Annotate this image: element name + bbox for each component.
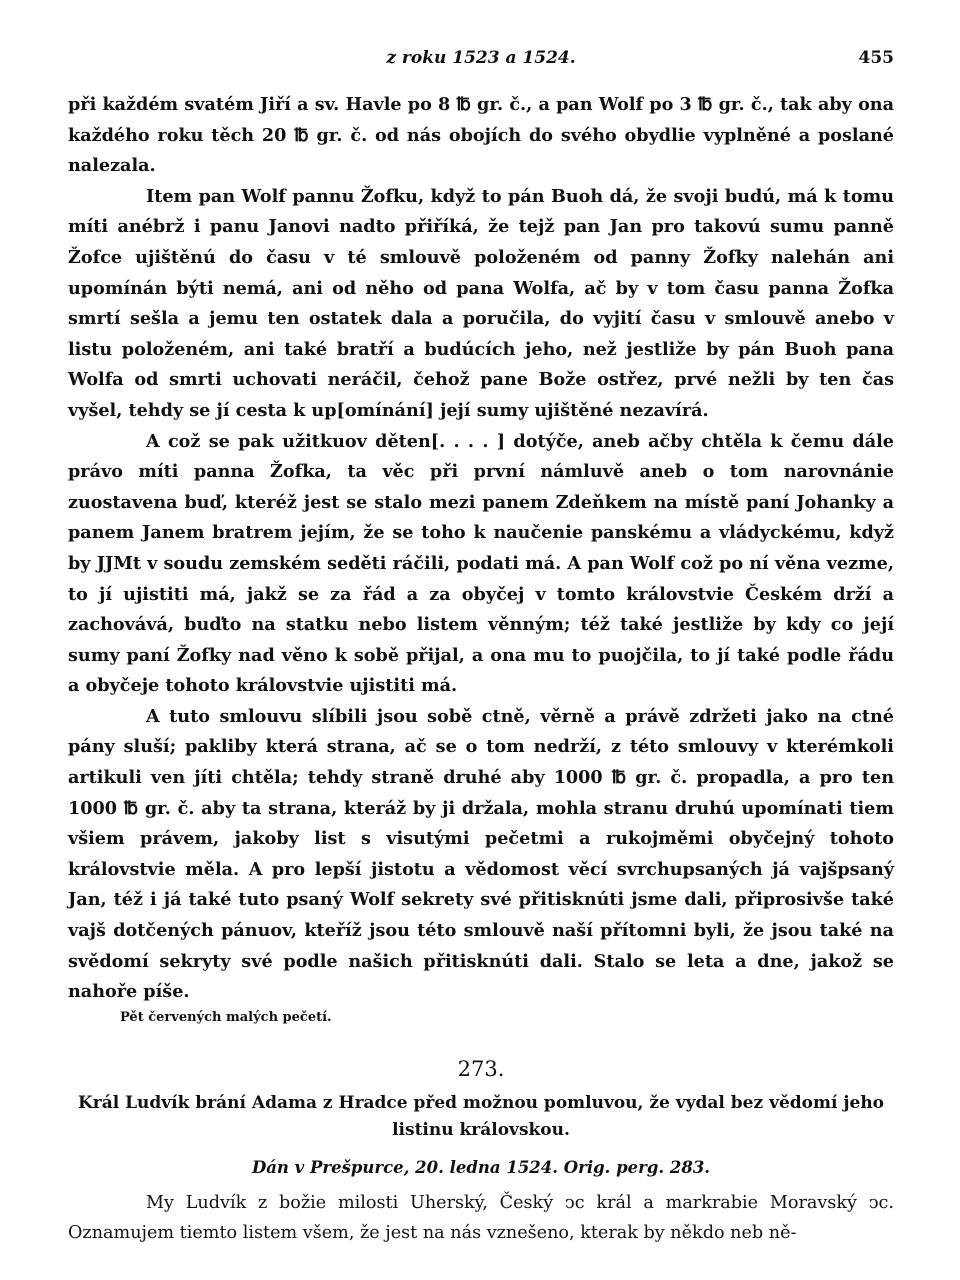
document-dating: Dán v Prešpurce, 20. ledna 1524. Orig. perg. 283. (251, 1157, 711, 1177)
book-page (68, 40, 894, 1260)
paragraph-smlouva: A tuto smlouvu slíbili jsou sobě ctně, věrně a právě zdržeti jako na ctné pány sluší; pakliby která strana, ač se o tom nedrží, z této smlouvy v kterémkoli artikuli ven jíti chtěla; tehdy straně druhé aby 1000 ℔ gr. č. propadla, a pro ten 1000 ℔ gr. č. aby ta strana, kteráž by ji držala, mohla stranu druhú upomínati tiem všiem právem, jakoby list s visutými pečetmi a rukojměmi obyčejný tohoto královstvie měla. A pro lepší jistotu a vědomost věcí svrchupsaných já vajšpsaný Jan, též i já také tuto psaný Wolf sekrety své přitisknúti jsme dali, připrosivše také vajš dotčených pánuov, kteříž jsou této smlouvě naší přítomni byli, že jsou také na svědomí sekryty své podle našich přitisknúti dali. Stalo se leta a dne, jakož se nahoře píše. (68, 705, 894, 1003)
document-regest: Král Ludvík brání Adama z Hradce před možnou pomluvou, že vydal bez vědomí jeho listinu královskou. (77, 1092, 885, 1140)
running-head (68, 40, 894, 76)
seal-note: Pět červených malých pečetí. (120, 1009, 332, 1025)
paragraph-uzitkuov: A což se pak užitkuov děten[. . . . ] dotýče, aneb ačby chtěla k čemu dále právo míti panna Žofka, ta věc při první námluvě aneb o tom narovnánie zuostavena buď, kteréž jest se stalo mezi panem Zdeňkem na místě paní Johanky a panem Janem bratrem jejím, že se toho k naučenie panskému a vládyckému, když by JJMt v soudu zemském seděti ráčili, podati má. A pan Wolf což po ní věna vezme, to jí ujistiti má, jakž se za řád a za obyčej v tomto královstvie Českém drží a zachovává, buďto na statku nebo listem věnným; též také jestliže by kdy co její sumy paní Žofky nad věno k sobě přijal, a ona mu to puojčila, to jí také podle řádu a obyčeje tohoto královstvie ujistiti má. (68, 430, 894, 697)
page-number: 455 (858, 48, 894, 68)
paragraph-opening: My Ludvík z božie milosti Uherský, Český ↄc král a markrabie Moravský ↄc. Oznamujem tiemto listem všem, že jest na nás vznešeno, kterak by někdo neb ně- (68, 1192, 894, 1243)
running-title: z roku 1523 a 1524. (386, 48, 576, 68)
paragraph-item-wolf: Item pan Wolf pannu Žofku, když to pán Buoh dá, že svoji budú, má k tomu míti anébrž i panu Janovi nadto přiříká, že tejž pan Jan pro takovú sumu panně Žofce ujištěnú do času v té smlouvě položeném od panny Žofky nalehán ani upomínán býti nemá, ani od něho od pana Wolfa, ač by v tom času panna Žofka smrtí sešla a jemu ten ostatek dala a poručila, do vyjití času v smlouvě anebo v listu položeném, ani také bratří a budúcích jeho, než jestliže by pán Buoh pana Wolfa od smrti uchovati neráčil, čehož pane Bože ostřez, prvé nežli by ten čas vyšel, tehdy se jí cesta k up[omínání] její sumy ujištěné nezavírá. (68, 185, 894, 421)
document-273-text (68, 1188, 894, 1248)
document-272-text (68, 90, 894, 1008)
paragraph-continuation: při každém svatém Jiří a sv. Havle po 8 ℔ gr. č., a pan Wolf po 3 ℔ gr. č., tak aby ona každého roku těch 20 ℔ gr. č. od nás obojích do svého obydlie vyplněné a poslané nalezala. (68, 94, 894, 177)
document-number: 273. (457, 1056, 505, 1081)
